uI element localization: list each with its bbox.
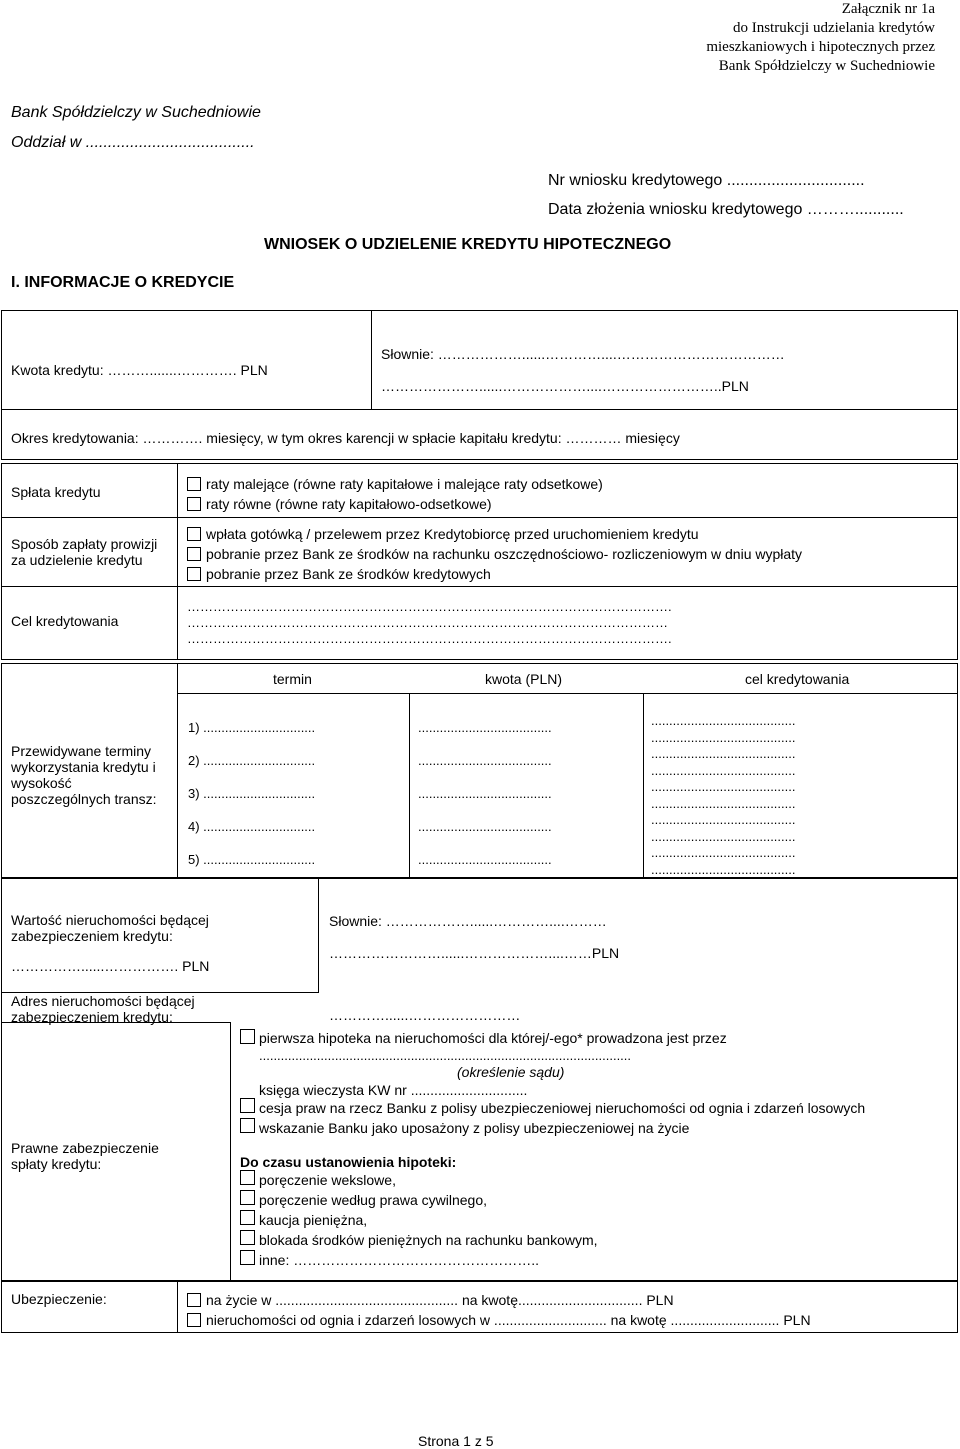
tranche-term-field[interactable]: 3) ............................... (188, 786, 316, 801)
annex-line: Załącznik nr 1a (841, 1, 935, 17)
property-value-label: Wartość nieruchomości będącej zabezpieczeniem kredytu: (11, 912, 209, 944)
bank-name: Bank Spółdzielczy w Suchedniowie (11, 104, 261, 121)
tranche-amount-field[interactable]: ..................................... (418, 819, 552, 834)
section-heading: I. INFORMACJE O KREDYCIE (11, 274, 235, 291)
tranche-term-field[interactable]: 4) ............................... (188, 819, 316, 834)
commission-label: Sposób zapłaty prowizji za udzielenie kredytu (11, 536, 158, 568)
mortgage-option[interactable]: pierwsza hipoteka na nieruchomości dla której/-ego* prowadzona jest przez (259, 1030, 727, 1046)
annex-header (706, 0, 935, 76)
column-header-amount: kwota (PLN) (485, 671, 563, 687)
loan-amount-words-field[interactable]: Słownie: ………………......…………....……………………………… (381, 346, 785, 362)
tranche-purpose-field[interactable]: ........................................ (651, 845, 796, 860)
tranche-amount-field[interactable]: ..................................... (418, 852, 552, 867)
column-header-term: termin (273, 671, 312, 687)
interim-option[interactable]: kaucja pieniężna, (259, 1212, 368, 1228)
tranche-purpose-field[interactable]: ........................................ (651, 713, 796, 728)
checkbox[interactable] (187, 567, 201, 581)
commission-option-loan-funds[interactable]: pobranie przez Bank ze środków kredytowych (187, 564, 802, 584)
checkbox[interactable] (187, 1293, 201, 1307)
tranche-term-field[interactable]: 2) ............................... (188, 753, 316, 768)
annex-line: do Instrukcji udzielania kredytów (732, 20, 935, 36)
purpose-label: Cel kredytowania (11, 613, 119, 629)
court-field[interactable]: ....................................................................................................... (259, 1048, 632, 1063)
column-header-purpose: cel kredytowania (745, 671, 850, 687)
property-value-words-field[interactable]: ……………………......………………....……PLN (329, 945, 620, 961)
tranche-purpose-field[interactable]: ........................................ (651, 795, 796, 811)
property-value-words-field[interactable]: Słownie: ………………......…………....……… (329, 913, 607, 929)
interim-option[interactable]: poręczenie wekslowe, (259, 1172, 396, 1188)
interim-option[interactable]: poręczenie według prawa cywilnego, (259, 1192, 488, 1208)
interim-option[interactable]: blokada środków pieniężnych na rachunku bankowym, (259, 1232, 598, 1248)
tranches-label: Przewidywane terminy wykorzystania kredytu i wysokość poszczególnych transz: (11, 743, 157, 807)
annex-line: mieszkaniowych i hipotecznych przez (706, 39, 935, 55)
checkbox[interactable] (187, 1313, 201, 1327)
checkbox[interactable] (187, 477, 201, 491)
checkbox[interactable] (240, 1230, 255, 1245)
insurance-label: Ubezpieczenie: (11, 1291, 107, 1307)
court-hint: (określenie sądu) (457, 1064, 565, 1080)
checkbox[interactable] (240, 1170, 255, 1185)
tranche-terms (188, 711, 315, 876)
tranche-amount-field[interactable]: ..................................... (418, 786, 552, 801)
loan-period-field[interactable]: Okres kredytowania: …………. miesięcy, w tym okres karencji w spłacie kapitału kredytu: ………… miesięcy (11, 430, 680, 446)
tranche-purpose-field[interactable]: ........................................ (651, 861, 796, 877)
tranche-purpose-field[interactable]: ........................................ (651, 746, 796, 761)
interim-option-other[interactable]: inne: …………………………………………….. (259, 1252, 540, 1268)
tranche-purposes (651, 713, 795, 878)
commission-option-account[interactable]: pobranie przez Bank ze środków na rachunku oszczędnościowo- rozliczeniowym w dniu wypłaty (187, 544, 802, 564)
assignment-option[interactable]: cesja praw na rzecz Banku z polisy ubezpieczeniowej nieruchomości od ognia i zdarzeń losowych (259, 1100, 866, 1116)
repayment-option-equal[interactable]: raty równe (równe raty kapitałowo-odsetkowe) (187, 494, 603, 514)
legal-security-label: Prawne zabezpieczenie spłaty kredytu: (11, 1140, 159, 1172)
tranche-purpose-field[interactable]: ........................................ (651, 828, 796, 844)
purpose-field[interactable]: …………………………………………………………………………………………………. ………………………………………………………………………………………………… …………………………………………………………………………………………………. (187, 599, 672, 646)
tranche-amount-field[interactable]: ..................................... (418, 720, 552, 735)
tranche-term-field[interactable]: 5) ............................... (188, 852, 316, 867)
life-insurance-option[interactable]: na życie w ............................................... na kwotę................................ PLN (187, 1290, 811, 1310)
annex-line: Bank Spółdzielczy w Suchedniowie (718, 58, 935, 74)
page-title: WNIOSEK O UDZIELENIE KREDYTU HIPOTECZNEGO (264, 236, 672, 253)
interim-heading: Do czasu ustanowienia hipoteki: (240, 1154, 457, 1170)
page-number: Strona 1 z 5 (418, 1433, 494, 1449)
beneficiary-option[interactable]: wskazanie Banku jako uposażony z polisy ubezpieczeniowej na życie (259, 1120, 690, 1136)
land-register-field[interactable]: księga wieczysta KW nr .............................. (259, 1082, 528, 1098)
checkbox[interactable] (187, 497, 201, 511)
checkbox[interactable] (240, 1029, 255, 1044)
tranche-purpose-field[interactable]: ........................................ (651, 812, 796, 827)
checkbox[interactable] (240, 1098, 255, 1113)
repayment-option-decreasing[interactable]: raty malejące (równe raty kapitałowe i malejące raty odsetkowe) (187, 474, 603, 494)
repayment-label: Spłata kredytu (11, 484, 101, 500)
checkbox[interactable] (240, 1118, 255, 1133)
property-value-field[interactable]: ……………......……………. PLN (11, 958, 210, 974)
application-number[interactable]: Nr wniosku kredytowego ............................... (548, 172, 865, 189)
tranche-amount-field[interactable]: ..................................... (418, 753, 552, 768)
checkbox[interactable] (187, 547, 201, 561)
checkbox[interactable] (240, 1190, 255, 1205)
tranche-purpose-field[interactable]: ........................................ (651, 779, 796, 794)
branch-field[interactable]: Oddział w ...................................... (11, 134, 255, 151)
checkbox[interactable] (240, 1250, 255, 1265)
tranche-term-field[interactable]: 1) ............................... (188, 720, 316, 735)
checkbox[interactable] (240, 1210, 255, 1225)
checkbox[interactable] (187, 527, 201, 541)
commission-option-cash[interactable]: wpłata gotówką / przelewem przez Kredytobiorcę przed uruchomieniem kredytu (187, 524, 802, 544)
repayment-options (187, 474, 603, 514)
insurance-options (187, 1290, 811, 1330)
tranche-amounts (418, 711, 552, 876)
loan-amount-words-field[interactable]: …………………......………………....……………………..PLN (381, 378, 749, 394)
loan-amount-field[interactable]: Kwota kredytu: ……….......…………. PLN (11, 362, 268, 378)
property-insurance-option[interactable]: nieruchomości od ognia i zdarzeń losowych w ............................. na kwotę ............................ PLN (187, 1310, 811, 1330)
property-address-field[interactable]: …………......…………………… (329, 1007, 521, 1023)
property-address-label: Adres nieruchomości będącej zabezpieczeniem kredytu: (11, 993, 195, 1025)
commission-options (187, 524, 802, 584)
application-date[interactable]: Data złożenia wniosku kredytowego ………........... (548, 201, 904, 218)
tranche-purpose-field[interactable]: ........................................ (651, 729, 796, 745)
tranche-purpose-field[interactable]: ........................................ (651, 762, 796, 778)
